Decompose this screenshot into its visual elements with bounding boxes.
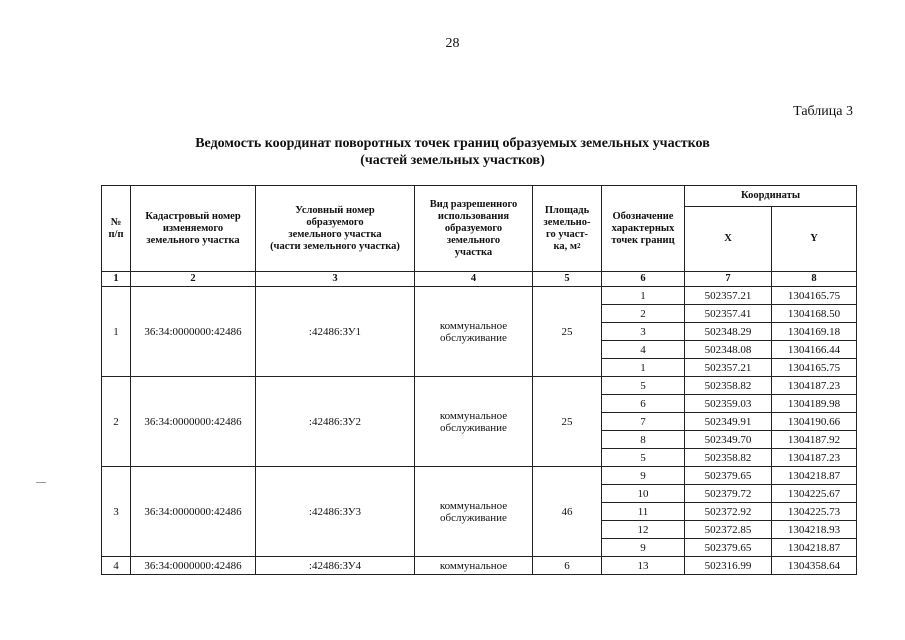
area-cell: 6 [533,557,602,575]
point-label-cell: 6 [602,395,685,413]
permitted-use-cell: коммунальное обслуживание [415,467,533,557]
y-coordinate-cell: 1304187.23 [772,377,857,395]
table-row [102,287,857,305]
x-coordinate-cell: 502357.21 [685,359,772,377]
scan-mark [36,482,46,483]
y-coordinate-cell: 1304358.64 [772,557,857,575]
point-label-cell: 9 [602,467,685,485]
x-coordinate-cell: 502357.21 [685,287,772,305]
conditional-number-cell: :42486:ЗУ2 [256,377,415,467]
area-unit-superscript: 2 [577,241,581,250]
header-coordinates: Координаты [685,186,857,207]
y-coordinate-cell: 1304187.23 [772,449,857,467]
x-coordinate-cell: 502358.82 [685,377,772,395]
document-title [0,135,905,169]
x-coordinate-cell: 502348.29 [685,323,772,341]
table-row [102,557,857,575]
cadastral-number-cell: 36:34:0000000:42486 [131,377,256,467]
point-label-cell: 8 [602,431,685,449]
y-coordinate-cell: 1304190.66 [772,413,857,431]
title-line-2: (частей земельных участков) [360,153,545,168]
table-row [102,467,857,485]
x-coordinate-cell: 502357.41 [685,305,772,323]
title-line-1: Ведомость координат поворотных точек границ образуемых земельных участков [195,136,710,151]
permitted-use-cell: коммунальное обслуживание [415,377,533,467]
y-coordinate-cell: 1304166.44 [772,341,857,359]
cadastral-number-cell: 36:34:0000000:42486 [131,287,256,377]
column-number: 8 [772,272,857,287]
point-label-cell: 12 [602,521,685,539]
cadastral-number-cell: 36:34:0000000:42486 [131,557,256,575]
x-coordinate-cell: 502349.91 [685,413,772,431]
area-cell: 25 [533,287,602,377]
y-coordinate-cell: 1304187.92 [772,431,857,449]
y-coordinate-cell: 1304225.67 [772,485,857,503]
table-label: Таблица 3 [793,104,853,119]
conditional-number-cell: :42486:ЗУ3 [256,467,415,557]
point-label-cell: 10 [602,485,685,503]
x-coordinate-cell: 502348.08 [685,341,772,359]
parcel-number-cell: 2 [102,377,131,467]
y-coordinate-cell: 1304218.87 [772,467,857,485]
x-coordinate-cell: 502359.03 [685,395,772,413]
header-boundary-points: Обозначение характерных точек границ [602,186,685,272]
header-cadastral-number: Кадастровый номер изменяемого земельного участка [131,186,256,272]
point-label-cell: 5 [602,449,685,467]
cadastral-number-cell: 36:34:0000000:42486 [131,467,256,557]
parcel-number-cell: 1 [102,287,131,377]
permitted-use-cell: коммунальное обслуживание [415,287,533,377]
x-coordinate-cell: 502316.99 [685,557,772,575]
column-number: 3 [256,272,415,287]
point-label-cell: 11 [602,503,685,521]
header-y: Y [772,207,857,272]
point-label-cell: 4 [602,341,685,359]
header-x: X [685,207,772,272]
y-coordinate-cell: 1304218.93 [772,521,857,539]
page-number: 28 [445,36,460,51]
y-coordinate-cell: 1304218.87 [772,539,857,557]
x-coordinate-cell: 502379.72 [685,485,772,503]
column-number: 1 [102,272,131,287]
table-body [102,287,857,575]
point-label-cell: 13 [602,557,685,575]
header-area: Площадь земельно- го участ- ка, $м^2$ [533,186,602,272]
point-label-cell: 9 [602,539,685,557]
point-label-cell: 2 [602,305,685,323]
x-coordinate-cell: 502379.65 [685,467,772,485]
coordinates-table [101,185,857,575]
point-label-cell: 7 [602,413,685,431]
y-coordinate-cell: 1304225.73 [772,503,857,521]
column-number: 6 [602,272,685,287]
point-label-cell: 1 [602,359,685,377]
column-number: 2 [131,272,256,287]
x-coordinate-cell: 502358.82 [685,449,772,467]
y-coordinate-cell: 1304168.50 [772,305,857,323]
conditional-number-cell: :42486:ЗУ1 [256,287,415,377]
x-coordinate-cell: 502372.92 [685,503,772,521]
column-number: 5 [533,272,602,287]
y-coordinate-cell: 1304165.75 [772,287,857,305]
conditional-number-cell: :42486:ЗУ4 [256,557,415,575]
parcel-number-cell: 4 [102,557,131,575]
area-cell: 25 [533,377,602,467]
column-numbers-row [102,272,857,287]
y-coordinate-cell: 1304189.98 [772,395,857,413]
header-conditional-number: Условный номер образуемого земельного участка (части земельного участка) [256,186,415,272]
x-coordinate-cell: 502349.70 [685,431,772,449]
table-row [102,377,857,395]
column-number: 7 [685,272,772,287]
parcel-number-cell: 3 [102,467,131,557]
point-label-cell: 1 [602,287,685,305]
y-coordinate-cell: 1304165.75 [772,359,857,377]
column-number: 4 [415,272,533,287]
y-coordinate-cell: 1304169.18 [772,323,857,341]
point-label-cell: 3 [602,323,685,341]
permitted-use-cell: коммунальное [415,557,533,575]
area-cell: 46 [533,467,602,557]
header-permitted-use: Вид разрешенного использования образуемого земельного участка [415,186,533,272]
header-num: № п/п [102,186,131,272]
x-coordinate-cell: 502379.65 [685,539,772,557]
point-label-cell: 5 [602,377,685,395]
x-coordinate-cell: 502372.85 [685,521,772,539]
